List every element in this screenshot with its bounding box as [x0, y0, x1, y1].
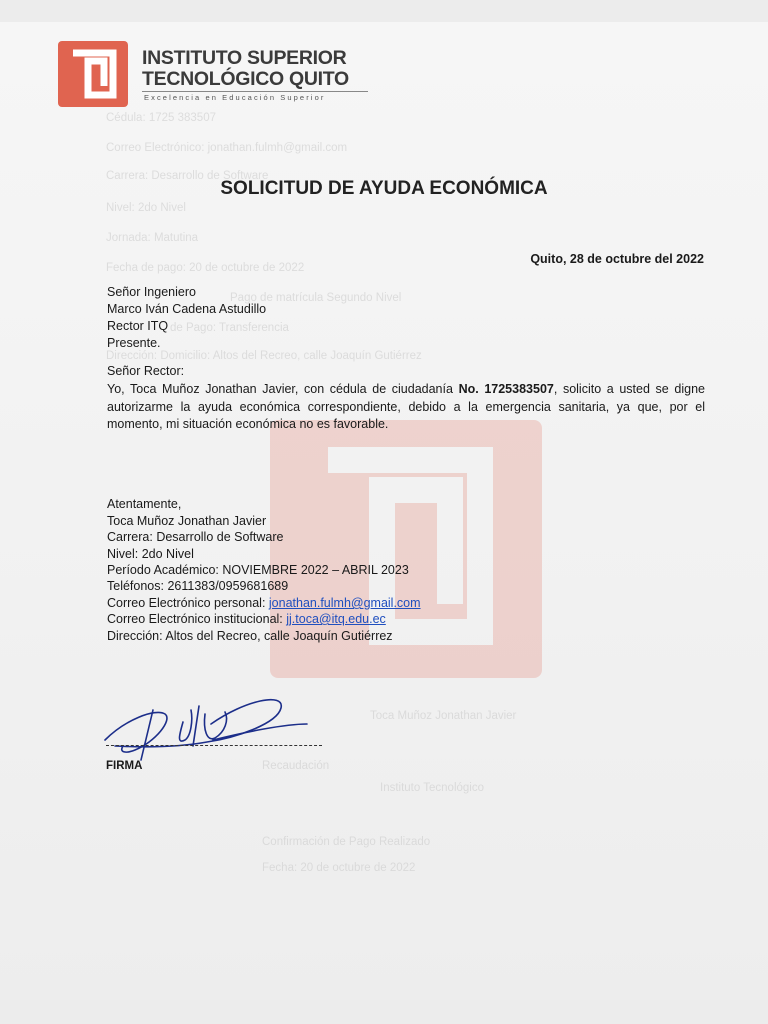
itq-logo-icon — [58, 41, 128, 107]
email-institutional-label: Correo Electrónico institucional: — [107, 612, 287, 626]
institution-tagline: Excelencia en Educación Superior — [144, 93, 326, 102]
recipient-line: Presente. — [107, 336, 161, 350]
recipient-line: Rector ITQ — [107, 319, 169, 333]
document-date: Quito, 28 de octubre del 2022 — [530, 252, 704, 266]
sender-name: Toca Muñoz Jonathan Javier — [107, 514, 267, 528]
sender-email-institutional — [107, 612, 386, 626]
salutation: Señor Rector: — [107, 364, 185, 378]
signature-line — [106, 745, 322, 746]
sender-email-personal — [107, 596, 421, 610]
sender-level: Nivel: 2do Nivel — [107, 547, 194, 561]
signature-label: FIRMA — [106, 760, 143, 772]
sender-address: Dirección: Altos del Recreo, calle Joaquín Gutiérrez — [107, 629, 393, 643]
body-text-part1: Yo, Toca Muñoz Jonathan Javier, con cédula de ciudadanía — [107, 382, 459, 396]
recipient-line: Marco Iván Cadena Astudillo — [107, 302, 267, 316]
request-paragraph — [107, 381, 705, 434]
document-title: SOLICITUD DE AYUDA ECONÓMICA — [220, 178, 548, 199]
id-number: No. 1725383507 — [458, 382, 554, 396]
sender-phones: Teléfonos: 2611383/0959681689 — [107, 579, 289, 593]
body-text-part2: , solicito a usted se digne autorizarme la ayuda económica correspondiente, debido a la emergencia sanitaria, ya que, por el momento, mi situación económica no es favorable. — [107, 382, 705, 431]
email-institutional-link[interactable]: jj.toca@itq.edu.ec — [286, 612, 386, 626]
sender-career: Carrera: Desarrollo de Software — [107, 530, 284, 544]
email-personal-link[interactable]: jonathan.fulmh@gmail.com — [268, 596, 421, 610]
institution-name-line2: TECNOLÓGICO QUITO — [142, 68, 349, 90]
email-personal-label: Correo Electrónico personal: — [107, 596, 269, 610]
closing-greeting: Atentamente, — [107, 497, 182, 511]
sender-period: Período Académico: NOVIEMBRE 2022 – ABRIL 2023 — [107, 563, 409, 577]
institution-name-line1: INSTITUTO SUPERIOR — [142, 47, 347, 69]
recipient-line: Señor Ingeniero — [107, 285, 196, 299]
logo-divider — [142, 91, 368, 92]
institution-logo — [58, 41, 370, 107]
